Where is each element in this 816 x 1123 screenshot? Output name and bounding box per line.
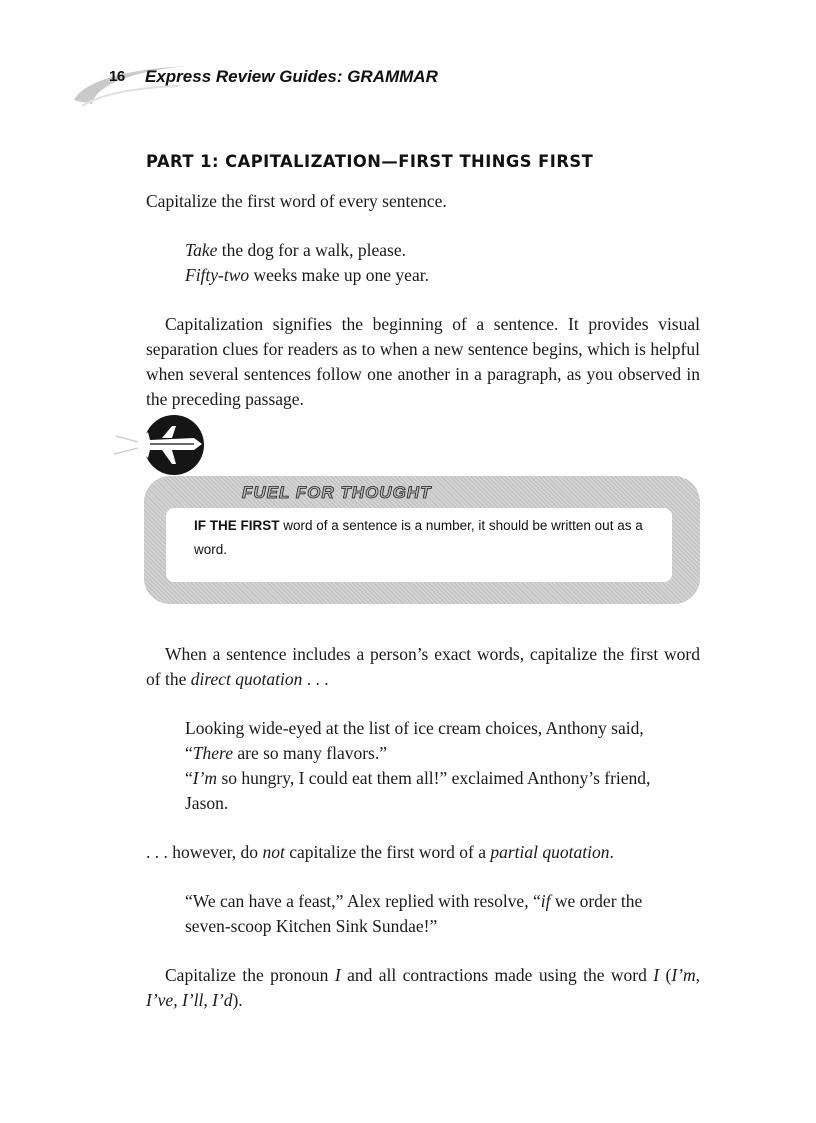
para-emphasis: direct quotation bbox=[190, 669, 303, 689]
quote-example-line bbox=[185, 741, 700, 766]
para-emphasis: I bbox=[334, 965, 341, 985]
quote-emphasis: I’m bbox=[192, 768, 218, 788]
quote-emphasis: There bbox=[192, 743, 233, 763]
partial-example-line bbox=[185, 889, 700, 914]
example-line bbox=[185, 238, 700, 263]
para-text: When a sentence includes a person’s exact words, capitalize the first word of the bbox=[146, 644, 700, 689]
open-quote: “ bbox=[185, 768, 193, 788]
example-text: we order the bbox=[550, 891, 643, 911]
fuel-for-thought-callout bbox=[146, 412, 700, 642]
section-title: PART 1: CAPITALIZATION—FIRST THINGS FIRST bbox=[146, 152, 594, 172]
partial-example-line: seven-scoop Kitchen Sink Sundae!” bbox=[185, 916, 438, 936]
paragraph-direct-quotation bbox=[146, 642, 700, 692]
running-head: Express Review Guides: GRAMMAR bbox=[145, 67, 438, 86]
callout-text bbox=[194, 514, 664, 562]
callout-body: word of a sentence is a number, it should be written out as a word. bbox=[194, 518, 643, 557]
quote-rest: are so many flavors.” bbox=[232, 743, 388, 763]
example-list-1 bbox=[146, 238, 700, 288]
quote-example-line bbox=[185, 766, 700, 791]
para-text: Capitalize the pronoun bbox=[165, 965, 335, 985]
callout-title: FUEL FOR THOUGHT bbox=[242, 483, 432, 502]
example-rest: weeks make up one year. bbox=[249, 265, 429, 285]
para-tail: . . . bbox=[302, 669, 329, 689]
para-text: . . . however, do bbox=[146, 842, 263, 862]
example-rest: the dog for a walk, please. bbox=[217, 240, 406, 260]
para-emphasis: partial quotation bbox=[490, 842, 610, 862]
open-quote: “ bbox=[185, 743, 193, 763]
quote-example-line: Looking wide-eyed at the list of ice cream choices, Anthony said, bbox=[185, 718, 644, 738]
para-emphasis: not bbox=[262, 842, 285, 862]
para-text: ( bbox=[659, 965, 672, 985]
page-content bbox=[146, 150, 700, 1013]
paragraph-capitalization: Capitalization signifies the beginning of a sentence. It provides visual separation clues for readers as to when a new sentence begins, which is helpful when several sentences follow one another in a paragraph, as you observed in the preceding passage. bbox=[146, 314, 700, 409]
example-lead: Take bbox=[185, 240, 218, 260]
para-text: capitalize the first word of a bbox=[284, 842, 491, 862]
callout-lead: IF THE FIRST bbox=[194, 518, 280, 533]
para-emphasis: I bbox=[653, 965, 660, 985]
page-number: 16 bbox=[109, 68, 125, 85]
example-partial-quote bbox=[146, 889, 700, 939]
example-emphasis: if bbox=[540, 891, 551, 911]
para-text: . bbox=[609, 842, 614, 862]
paragraph-partial-quotation bbox=[146, 840, 700, 865]
example-list-quotes bbox=[146, 716, 700, 816]
quote-example-line: Jason. bbox=[185, 793, 229, 813]
para-text: ). bbox=[232, 990, 243, 1010]
example-lead: Fifty-two bbox=[185, 265, 250, 285]
example-text: “We can have a feast,” Alex replied with resolve, “ bbox=[185, 891, 541, 911]
paragraph-pronoun-i bbox=[146, 963, 700, 1013]
para-emphasis: I’m, I’ve, I’ll, I’d bbox=[146, 965, 701, 1010]
rule-capitalize-first-word: Capitalize the first word of every sentence. bbox=[146, 191, 447, 211]
jet-icon bbox=[110, 414, 210, 476]
quote-rest: so hungry, I could eat them all!” exclaimed Anthony’s friend, bbox=[217, 768, 651, 788]
example-line bbox=[185, 263, 700, 288]
para-text: and all contractions made using the word bbox=[340, 965, 654, 985]
